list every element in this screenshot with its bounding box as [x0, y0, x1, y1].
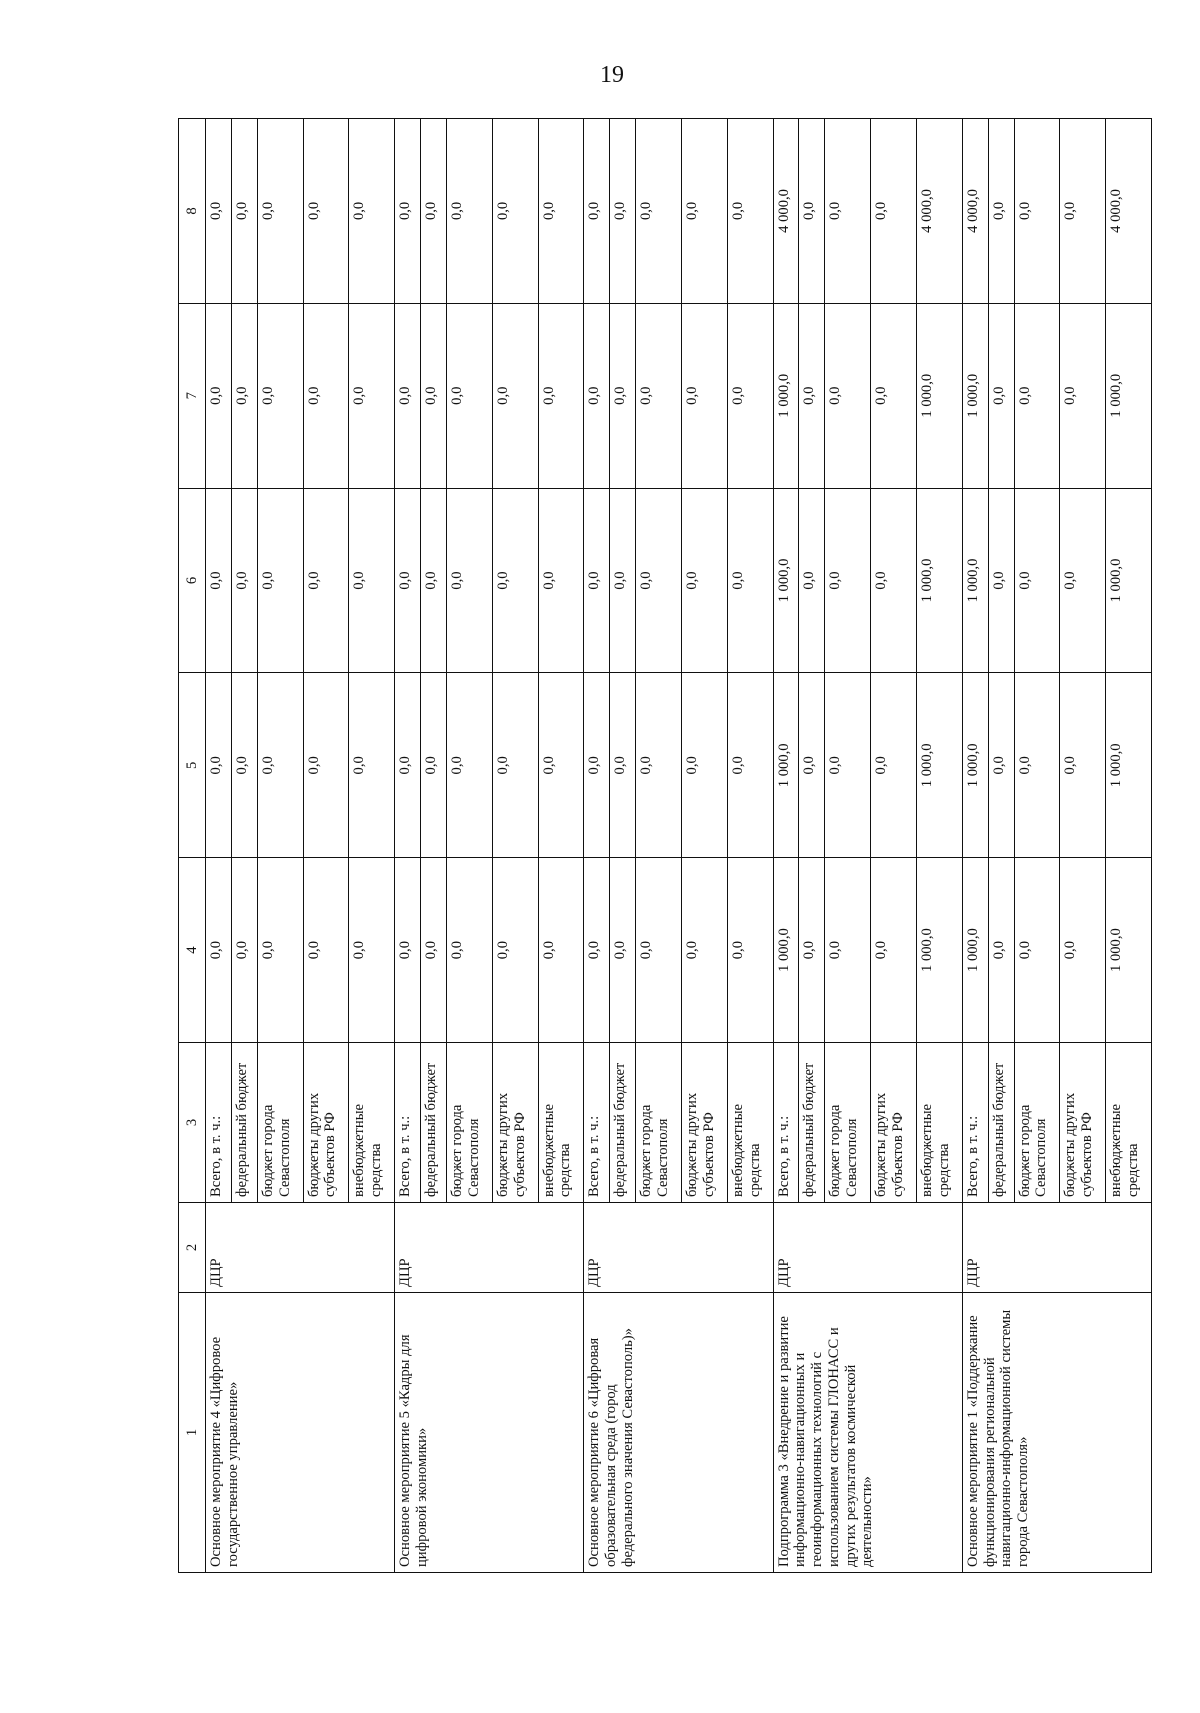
amount-cell: 0,0: [727, 858, 773, 1043]
amount-cell: 0,0: [446, 303, 492, 488]
amount-cell: 0,0: [825, 488, 871, 673]
rotated-table-container: [178, 119, 1152, 1573]
column-header: 5: [179, 673, 206, 858]
amount-cell: 1 000,0: [962, 303, 988, 488]
funding-source-cell: бюджет города Севастополя: [636, 1043, 682, 1203]
amount-cell: 1 000,0: [962, 858, 988, 1043]
column-number-header-row: [179, 119, 206, 1573]
amount-cell: 0,0: [988, 303, 1014, 488]
amount-cell: 0,0: [871, 858, 917, 1043]
column-header: 8: [179, 119, 206, 304]
amount-cell: 0,0: [636, 303, 682, 488]
amount-cell: 1 000,0: [916, 303, 962, 488]
funding-source-cell: Всего, в т. ч.:: [962, 1043, 988, 1203]
amount-cell: 0,0: [636, 488, 682, 673]
amount-cell: 0,0: [206, 858, 232, 1043]
amount-cell: 0,0: [1060, 488, 1106, 673]
amount-cell: 0,0: [538, 858, 584, 1043]
amount-cell: 0,0: [538, 303, 584, 488]
amount-cell: 0,0: [825, 119, 871, 304]
amount-cell: 0,0: [1014, 119, 1060, 304]
amount-cell: 1 000,0: [1106, 303, 1152, 488]
amount-cell: 0,0: [584, 303, 610, 488]
amount-cell: 0,0: [1060, 119, 1106, 304]
amount-cell: 0,0: [492, 303, 538, 488]
amount-cell: 0,0: [421, 673, 447, 858]
budget-table: [178, 118, 1152, 1573]
measure-name-cell: Основное мероприятие 4 «Цифровое государственное управление»: [206, 1293, 395, 1573]
amount-cell: 0,0: [257, 858, 303, 1043]
measure-name-cell: Основное мероприятие 1 «Поддержание функционирования региональной навигационно-информационной системы города Севастополя»: [962, 1293, 1151, 1573]
funding-source-cell: внебюджетные средства: [1106, 1043, 1152, 1203]
amount-cell: 0,0: [231, 858, 257, 1043]
amount-cell: 1 000,0: [1106, 673, 1152, 858]
funding-source-cell: бюджет города Севастополя: [446, 1043, 492, 1203]
amount-cell: 0,0: [681, 673, 727, 858]
amount-cell: 0,0: [799, 858, 825, 1043]
amount-cell: 0,0: [206, 488, 232, 673]
amount-cell: 1 000,0: [916, 858, 962, 1043]
amount-cell: 0,0: [231, 673, 257, 858]
funding-source-cell: внебюджетные средства: [916, 1043, 962, 1203]
column-header: 2: [179, 1203, 206, 1293]
amount-cell: 0,0: [988, 673, 1014, 858]
amount-cell: 0,0: [395, 303, 421, 488]
measure-name-cell: Основное мероприятие 6 «Цифровая образовательная среда (город федерального значения Севастополь)»: [584, 1293, 773, 1573]
table-body: [206, 119, 1152, 1573]
amount-cell: 0,0: [421, 488, 447, 673]
amount-cell: 0,0: [446, 858, 492, 1043]
amount-cell: 0,0: [799, 303, 825, 488]
amount-cell: 0,0: [446, 488, 492, 673]
amount-cell: 0,0: [303, 119, 349, 304]
amount-cell: 0,0: [610, 488, 636, 673]
funding-source-cell: федеральный бюджет: [231, 1043, 257, 1203]
amount-cell: 0,0: [610, 119, 636, 304]
amount-cell: 0,0: [584, 119, 610, 304]
funding-source-cell: бюджеты других субъектов РФ: [492, 1043, 538, 1203]
funding-source-cell: бюджет города Севастополя: [825, 1043, 871, 1203]
amount-cell: 1 000,0: [1106, 488, 1152, 673]
funding-source-cell: бюджет города Севастополя: [1014, 1043, 1060, 1203]
amount-cell: 0,0: [584, 488, 610, 673]
amount-cell: 0,0: [636, 119, 682, 304]
funding-source-cell: Всего, в т. ч.:: [395, 1043, 421, 1203]
column-header: 7: [179, 303, 206, 488]
amount-cell: 0,0: [636, 858, 682, 1043]
executor-cell: ДЦР: [962, 1203, 1151, 1293]
executor-cell: ДЦР: [395, 1203, 584, 1293]
table-row: [962, 119, 988, 1573]
funding-source-cell: внебюджетные средства: [349, 1043, 395, 1203]
amount-cell: 0,0: [231, 119, 257, 304]
amount-cell: 0,0: [349, 488, 395, 673]
amount-cell: 0,0: [681, 488, 727, 673]
amount-cell: 0,0: [206, 303, 232, 488]
amount-cell: 0,0: [988, 119, 1014, 304]
table-row: [206, 119, 232, 1573]
amount-cell: 0,0: [584, 858, 610, 1043]
amount-cell: 0,0: [206, 673, 232, 858]
amount-cell: 0,0: [395, 119, 421, 304]
funding-source-cell: бюджеты других субъектов РФ: [871, 1043, 917, 1203]
amount-cell: 1 000,0: [773, 673, 799, 858]
amount-cell: 0,0: [1060, 303, 1106, 488]
amount-cell: 1 000,0: [773, 303, 799, 488]
amount-cell: 0,0: [395, 673, 421, 858]
amount-cell: 0,0: [421, 858, 447, 1043]
amount-cell: 0,0: [538, 488, 584, 673]
amount-cell: 0,0: [303, 303, 349, 488]
amount-cell: 0,0: [799, 673, 825, 858]
funding-source-cell: федеральный бюджет: [421, 1043, 447, 1203]
amount-cell: 0,0: [871, 673, 917, 858]
funding-source-cell: Всего, в т. ч.:: [773, 1043, 799, 1203]
amount-cell: 0,0: [257, 119, 303, 304]
executor-cell: ДЦР: [206, 1203, 395, 1293]
column-header: 4: [179, 858, 206, 1043]
column-header: 3: [179, 1043, 206, 1203]
amount-cell: 0,0: [492, 673, 538, 858]
table-row: [773, 119, 799, 1573]
amount-cell: 0,0: [1060, 858, 1106, 1043]
amount-cell: 0,0: [1014, 303, 1060, 488]
amount-cell: 0,0: [681, 119, 727, 304]
funding-source-cell: Всего, в т. ч.:: [584, 1043, 610, 1203]
amount-cell: 0,0: [988, 488, 1014, 673]
amount-cell: 0,0: [231, 303, 257, 488]
amount-cell: 0,0: [871, 303, 917, 488]
amount-cell: 0,0: [492, 488, 538, 673]
funding-source-cell: федеральный бюджет: [610, 1043, 636, 1203]
table-row: [584, 119, 610, 1573]
amount-cell: 1 000,0: [962, 673, 988, 858]
page-number: 19: [600, 62, 624, 88]
measure-name-cell: Основное мероприятие 5 «Кадры для цифровой экономики»: [395, 1293, 584, 1573]
amount-cell: 0,0: [257, 488, 303, 673]
amount-cell: 0,0: [395, 858, 421, 1043]
funding-source-cell: внебюджетные средства: [727, 1043, 773, 1203]
amount-cell: 0,0: [681, 303, 727, 488]
amount-cell: 0,0: [421, 303, 447, 488]
amount-cell: 0,0: [303, 488, 349, 673]
funding-source-cell: бюджеты других субъектов РФ: [303, 1043, 349, 1203]
amount-cell: 0,0: [825, 303, 871, 488]
amount-cell: 0,0: [825, 673, 871, 858]
amount-cell: 0,0: [681, 858, 727, 1043]
amount-cell: 0,0: [636, 673, 682, 858]
measure-name-cell: Подпрограмма 3 «Внедрение и развитие информационно-навигационных и геоинформационных технологий с использованием системы ГЛОНАСС и других результатов космической деятельности»: [773, 1293, 962, 1573]
amount-cell: 0,0: [988, 858, 1014, 1043]
amount-cell: 0,0: [1060, 673, 1106, 858]
amount-cell: 0,0: [349, 303, 395, 488]
amount-cell: 4 000,0: [1106, 119, 1152, 304]
amount-cell: 0,0: [727, 673, 773, 858]
amount-cell: 0,0: [395, 488, 421, 673]
amount-cell: 4 000,0: [962, 119, 988, 304]
amount-cell: 1 000,0: [773, 858, 799, 1043]
amount-cell: 0,0: [538, 673, 584, 858]
amount-cell: 1 000,0: [1106, 858, 1152, 1043]
amount-cell: 0,0: [303, 858, 349, 1043]
amount-cell: 0,0: [206, 119, 232, 304]
amount-cell: 4 000,0: [773, 119, 799, 304]
funding-source-cell: федеральный бюджет: [799, 1043, 825, 1203]
amount-cell: 1 000,0: [916, 488, 962, 673]
amount-cell: 0,0: [610, 858, 636, 1043]
amount-cell: 0,0: [257, 673, 303, 858]
amount-cell: 0,0: [825, 858, 871, 1043]
amount-cell: 0,0: [349, 673, 395, 858]
column-header: 6: [179, 488, 206, 673]
amount-cell: 0,0: [492, 858, 538, 1043]
funding-source-cell: федеральный бюджет: [988, 1043, 1014, 1203]
funding-source-cell: Всего, в т. ч.:: [206, 1043, 232, 1203]
amount-cell: 1 000,0: [773, 488, 799, 673]
amount-cell: 0,0: [1014, 488, 1060, 673]
executor-cell: ДЦР: [584, 1203, 773, 1293]
amount-cell: 0,0: [871, 119, 917, 304]
amount-cell: 0,0: [349, 858, 395, 1043]
amount-cell: 0,0: [257, 303, 303, 488]
amount-cell: 0,0: [421, 119, 447, 304]
amount-cell: 0,0: [303, 673, 349, 858]
funding-source-cell: бюджет города Севастополя: [257, 1043, 303, 1203]
amount-cell: 0,0: [727, 119, 773, 304]
amount-cell: 0,0: [446, 119, 492, 304]
column-header: 1: [179, 1293, 206, 1573]
executor-cell: ДЦР: [773, 1203, 962, 1293]
amount-cell: 0,0: [231, 488, 257, 673]
funding-source-cell: бюджеты других субъектов РФ: [681, 1043, 727, 1203]
amount-cell: 0,0: [538, 119, 584, 304]
amount-cell: 0,0: [610, 673, 636, 858]
amount-cell: 0,0: [1014, 673, 1060, 858]
amount-cell: 0,0: [799, 119, 825, 304]
funding-source-cell: бюджеты других субъектов РФ: [1060, 1043, 1106, 1203]
amount-cell: 4 000,0: [916, 119, 962, 304]
amount-cell: 0,0: [727, 488, 773, 673]
amount-cell: 0,0: [727, 303, 773, 488]
funding-source-cell: внебюджетные средства: [538, 1043, 584, 1203]
amount-cell: 0,0: [492, 119, 538, 304]
table-row: [395, 119, 421, 1573]
amount-cell: 1 000,0: [962, 488, 988, 673]
amount-cell: 0,0: [584, 673, 610, 858]
amount-cell: 1 000,0: [916, 673, 962, 858]
amount-cell: 0,0: [610, 303, 636, 488]
amount-cell: 0,0: [1014, 858, 1060, 1043]
amount-cell: 0,0: [871, 488, 917, 673]
amount-cell: 0,0: [446, 673, 492, 858]
amount-cell: 0,0: [799, 488, 825, 673]
amount-cell: 0,0: [349, 119, 395, 304]
